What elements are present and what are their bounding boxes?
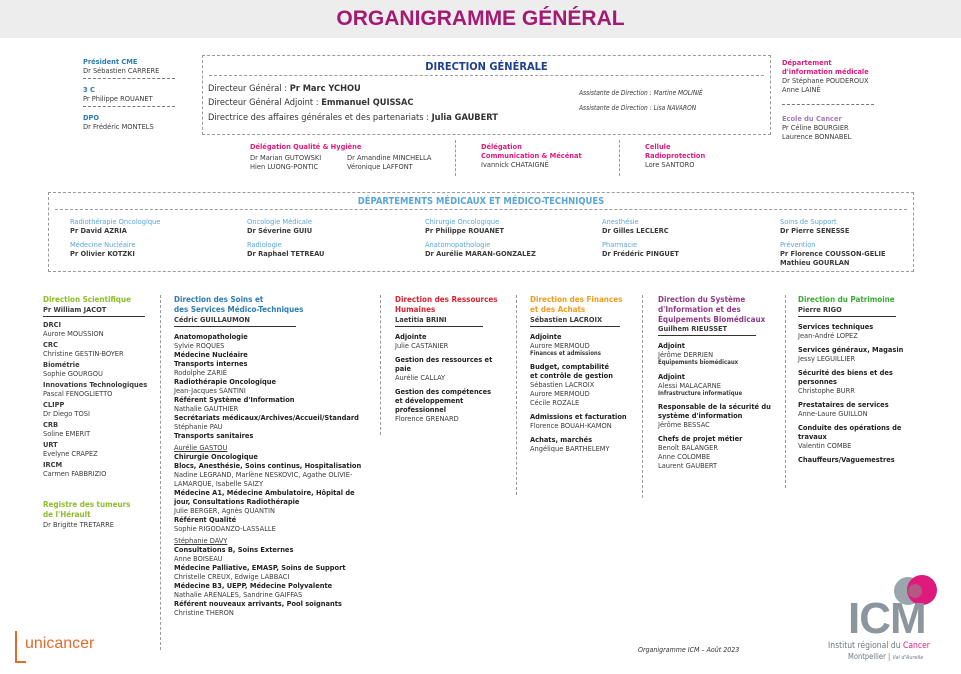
delegation-name: Véronique LAFFONT (347, 162, 413, 172)
sci-list (43, 320, 151, 479)
role-title: 3 C (83, 85, 95, 95)
icm-text: ICM (848, 594, 926, 643)
column-head: Cédric GUILLAUMON (174, 315, 296, 327)
rh-list (395, 332, 525, 423)
service-title: Admissions et facturation (530, 412, 627, 422)
service-title: Adjoint (658, 341, 685, 351)
delegation-name: Hien LUONG-PONTIC (250, 162, 319, 172)
dg-label: Directeur Général Adjoint : (208, 97, 322, 109)
dim-block (782, 58, 874, 105)
service-title: et développement (395, 395, 464, 405)
service-name: Nadine LEGRAND, Marlène NESKOVIC, Agathe OLIVIE- (174, 470, 353, 479)
delegation-title: Délégation (481, 142, 522, 151)
direction-generale-box (202, 55, 771, 135)
dept-head: Pr Florence COUSSON-GELIE (780, 249, 886, 259)
direction-si (658, 295, 783, 470)
service-note: Finances et admissions (530, 349, 601, 357)
dept-item (602, 240, 679, 258)
icm-tagline (828, 641, 930, 651)
service-title: Consultations B, Soins Externes (174, 545, 294, 555)
delegation-names (250, 153, 321, 171)
column-head: Guilhem RIEUSSET (658, 324, 756, 336)
service-name: LAMARQUE, Isabelle SAIZY (174, 479, 264, 489)
direction-finances (530, 295, 640, 453)
service-title: Médecine Nucléaire (174, 349, 248, 359)
dept-name: Radiologie (247, 240, 282, 249)
dept-name: Anatomopathologie (425, 240, 491, 249)
role-block (83, 79, 175, 107)
service-name: Aurélie GASTOU (174, 442, 228, 452)
service-name: Alessi MALACARNE (658, 380, 721, 390)
unit-name: Sophie GOURGOU (43, 368, 103, 378)
column-title: et des Achats (530, 304, 586, 314)
role-name: Dr Sébastien CARRERE (83, 66, 160, 76)
dept-name: Oncologie Médicale (247, 217, 312, 226)
dept-head: Dr Aurélie MARAN-GONZALEZ (425, 249, 536, 259)
service-title: Adjointe (530, 331, 562, 341)
service-name: Aurore MERMOUD (530, 389, 590, 398)
unit-title: IRCM (43, 460, 63, 470)
dim-name: Dr Stéphane POUDEROUX (782, 76, 869, 86)
unit-title: CRC (43, 339, 58, 349)
registre-block (43, 500, 151, 529)
unit-name: Pascal FENOGLIETTO (43, 389, 113, 398)
assist-label: Assistante de Direction : (579, 104, 654, 113)
service-title: Budget, comptabilité (530, 361, 609, 371)
unit-name: Christine GESTIN-BOYER (43, 348, 124, 358)
service-name: Valentin COMBE (798, 441, 852, 451)
soins-list (174, 332, 374, 618)
cellule-radioprotection (645, 142, 745, 169)
ecole-name: Pr Céline BOURGIER (782, 123, 849, 133)
dept-head: Dr Pierre SENESSE (780, 226, 850, 236)
divider (516, 295, 517, 495)
service-title: Services généraux, Magasin (798, 344, 904, 354)
service-title: Adjoint (658, 371, 685, 381)
divider (380, 295, 381, 435)
column-head: Pr William JACOT (43, 305, 145, 317)
service-name: Aurélie CALLAY (395, 372, 446, 382)
dept-item (780, 217, 849, 235)
dept-name: Pharmacie (602, 240, 638, 249)
dg-name: Pr Marc YCHOU (289, 83, 361, 94)
dept-name: Médecine Nucléaire (70, 240, 136, 249)
service-note: Équipements biomédicaux (658, 359, 739, 367)
service-name: Christophe BURR (798, 385, 855, 395)
ecole-name: Laurence BONNABEL (782, 132, 852, 142)
dept-item (70, 240, 135, 258)
dept-head: Dr Raphael TETREAU (247, 249, 325, 259)
divider (160, 295, 161, 650)
dept-item (425, 217, 504, 235)
icm-tag: Institut régional du (828, 641, 904, 651)
dim-name: Anne LAINÉ (782, 85, 821, 95)
dept-item (780, 240, 886, 267)
service-name: Anne COLOMBE (658, 452, 711, 462)
delegation-title: Délégation Qualité & Hygiène (250, 142, 362, 151)
service-name: Jessy LEGUILLIER (798, 353, 856, 363)
icm-tag: Val d'Aurelle (892, 655, 924, 661)
unit-name: Evelyne CRAPEZ (43, 449, 98, 459)
unit-name: Soline EMERIT (43, 429, 91, 439)
dg-assistants (579, 86, 703, 117)
departements-title: DÉPARTEMENTS MÉDICAUX ET MÉDICO-TECHNIQUES (357, 196, 605, 207)
service-name: Jean-André LOPEZ (798, 330, 858, 340)
delegation-name: Dr Amandine MINCHELLA (347, 153, 432, 162)
registre-title: Registre des tumeurs (43, 500, 131, 510)
service-name: Anne BOISEAU (174, 554, 223, 564)
role-block (83, 107, 175, 131)
service-name: Sébastien LACROIX (530, 379, 595, 389)
icm-city: Montpellier | Val d'Aurelle (848, 652, 924, 661)
service-title: Chauffeurs/Vaguemestres (798, 455, 895, 465)
service-title: Responsable de la sécurité du (658, 402, 771, 412)
dim-title: Département (782, 58, 832, 67)
delegation-title: Radioprotection (645, 151, 706, 161)
dept-item (425, 240, 536, 258)
departements-box (48, 192, 914, 272)
column-title: Direction des Finances (530, 295, 623, 304)
delegation-qualite (250, 142, 450, 172)
service-title: Chirurgie Oncologique (174, 451, 258, 461)
service-title: Gestion des compétences (395, 386, 492, 396)
unit-title: DRCI (43, 319, 61, 329)
service-name: Florence BOUAH-KAMON (530, 421, 612, 431)
service-title: jour, Consultations Radiothérapie (174, 497, 300, 507)
unit-name: Dr Diego TOSI (43, 409, 90, 419)
right-roles (782, 58, 882, 141)
service-title: Médecine Palliative, EMASP, Soins de Support (174, 563, 346, 573)
ecole-block (782, 105, 882, 141)
service-title: travaux (798, 432, 827, 442)
delegation-title: Communication & Mécénat (481, 151, 582, 161)
departements-rule (55, 209, 907, 210)
service-title: paie (395, 363, 412, 373)
icm-tag: Montpellier (848, 652, 886, 661)
divider (455, 140, 456, 176)
service-name: Laurent GAUBERT (658, 461, 718, 471)
dsi-list (658, 341, 783, 470)
service-name: Benoît BALANGER (658, 443, 718, 453)
service-title: Médecine A1, Médecine Ambulatoire, Hôpital de (174, 488, 355, 498)
page-title: ORGANIGRAMME GÉNÉRAL (336, 7, 625, 30)
left-roles (83, 57, 175, 131)
column-head: Pierre RIGO (798, 305, 896, 317)
service-name: Christine THERON (174, 608, 234, 618)
service-title: Services techniques (798, 321, 874, 331)
assist-name: Lisa NAVARON (653, 104, 697, 113)
service-title: Achats, marchés (530, 435, 593, 445)
delegation-name: Dr Marian GUTOWSKI (250, 153, 322, 162)
dept-name: Chirurgie Oncologique (425, 217, 500, 226)
dept-name: Radiothérapie Oncologique (70, 217, 161, 226)
column-title: Humaines (395, 304, 436, 314)
dept-head: Pr Philippe ROUANET (425, 226, 504, 236)
registre-title: de l'Hérault (43, 510, 91, 520)
fin-list (530, 332, 640, 454)
service-name: Angélique BARTHELEMY (530, 444, 610, 454)
service-title: Référent Système d'Information (174, 394, 295, 404)
service-name: Nathalie GAUTHIER (174, 403, 239, 413)
service-name: Anne-Laure GUILLON (798, 409, 868, 419)
service-title: Gestion des ressources et (395, 354, 493, 364)
unit-name: Carmen FABBRIZIO (43, 469, 107, 479)
role-title: Président CME (83, 57, 138, 66)
divider (785, 295, 786, 488)
column-head: Laetitia BRINI (395, 315, 483, 327)
service-title: Transports sanitaires (174, 430, 254, 440)
dept-head: Dr Gilles LECLERC (602, 226, 669, 236)
icm-tag: Cancer (903, 641, 930, 651)
column-title: des Services Médico-Techniques (174, 304, 304, 314)
service-name: Jérôme BESSAC (658, 420, 710, 430)
service-title: Référent nouveaux arrivants, Pool soignants (174, 599, 342, 609)
delegation-names (347, 153, 431, 171)
registre-name: Dr Brigitte TRETARRE (43, 519, 114, 529)
dept-name: Soins de Support (780, 217, 837, 226)
unicancer-text: unicancer (25, 635, 95, 652)
service-title: Prestataires de services (798, 400, 889, 409)
column-title: Direction Scientifique (43, 295, 131, 304)
delegation-name: Lore SANTORO (645, 160, 695, 170)
dept-name: Anesthésie (602, 217, 639, 226)
unit-title: Biométrie (43, 359, 80, 369)
unit-title: URT (43, 440, 58, 450)
service-name: Christelle CREUX, Edwige LABBACI (174, 572, 290, 582)
service-title: Sécurité des biens et des (798, 367, 893, 377)
assist-label: Assistante de Direction : (579, 89, 654, 97)
unit-title: CRB (43, 420, 59, 430)
service-note: Infrastructure informatique (658, 389, 743, 397)
service-name: Stéphanie DAVY (174, 536, 228, 546)
dept-item (602, 217, 669, 235)
service-title: Conduite des opérations de (798, 423, 902, 433)
service-title: personnes (798, 376, 838, 386)
dept-item (247, 217, 312, 235)
column-title: d'Information et des (658, 304, 741, 314)
column-title: Direction du Système (658, 295, 746, 304)
service-name: Stéphanie PAU (174, 421, 223, 431)
direction-rh (395, 295, 525, 423)
column-title: Direction des Soins et (174, 295, 264, 304)
service-name: Julie BERGER, Agnès QUANTIN (174, 506, 275, 516)
service-title: Adjointe (395, 331, 427, 341)
icm-logo (828, 570, 958, 670)
column-title: Direction des Ressources (395, 295, 498, 304)
service-name: Aurore MERMOUD (530, 340, 590, 350)
dept-item (70, 217, 160, 235)
delegation-communication (481, 142, 611, 169)
service-title: système d'information (658, 411, 743, 421)
divider (619, 140, 620, 176)
dept-head: Pr Olivier KOTZKI (70, 249, 135, 259)
footer-date: Organigramme ICM – Août 2023 (638, 646, 740, 654)
service-title: Secrétariats médicaux/Archives/Accueil/Standard (174, 412, 359, 422)
pat-list (798, 322, 918, 464)
column-title: Équipements Biomédicaux (658, 314, 766, 324)
role-name: Dr Frédéric MONTELS (83, 122, 154, 132)
dim-title: d'information médicale (782, 67, 869, 77)
unit-title: CLIPP (43, 400, 65, 410)
service-title: Référent Qualité (174, 515, 237, 525)
service-title: Médecine B3, UEPP, Médecine Polyvalente (174, 581, 333, 591)
service-title: et contrôle de gestion (530, 370, 613, 380)
dg-name: Emmanuel QUISSAC (321, 97, 414, 109)
ecole-title: Ecole du Cancer (782, 114, 842, 124)
service-title: Chefs de projet métier (658, 434, 743, 444)
role-block (83, 57, 175, 79)
direction-patrimoine (798, 295, 918, 464)
dept-item (247, 240, 324, 258)
dept-head: Dr Frédéric PINGUET (602, 249, 679, 259)
service-name: Sylvie ROQUES (174, 340, 225, 350)
dg-lines (208, 82, 588, 125)
service-name: Sophie RIGODANZO-LASSALLE (174, 524, 276, 534)
direction-soins (174, 295, 374, 618)
delegation-title: Cellule (645, 142, 671, 151)
dept-head: Dr Séverine GUIU (247, 226, 313, 236)
direction-scientifique (43, 295, 151, 529)
service-title: professionnel (395, 404, 447, 414)
service-title: Radiothérapie Oncologique (174, 376, 277, 386)
service-name: Florence GRENARD (395, 413, 459, 423)
dept-name: Prévention (780, 240, 816, 249)
service-name: Cécile ROZALE (530, 398, 580, 408)
service-title: Transports internes (174, 358, 248, 368)
dept-head: Mathieu GOURLAN (780, 258, 850, 268)
dg-title: DIRECTION GÉNÉRALE (425, 60, 548, 73)
unit-name: Aurore MOUSSION (43, 328, 104, 338)
role-title: DPO (83, 113, 100, 123)
service-title: Anatomopathologie (174, 331, 248, 341)
service-name: Nathalie ARENALES, Sandrine GAIFFAS (174, 590, 303, 600)
role-name: Pr Philippe ROUANET (83, 94, 153, 104)
service-name: Rodolphe ZARIÉ (174, 367, 228, 377)
service-name: Jérôme DERRIEN (658, 350, 714, 360)
assist-name: Martine MOLINIÉ (653, 89, 703, 97)
dg-label: Directeur Général : (208, 83, 290, 94)
unit-title: Innovations Technologiques (43, 379, 148, 389)
service-title: Blocs, Anesthésie, Soins continus, Hospitalisation (174, 460, 362, 470)
column-head: Sébastien LACROIX (530, 315, 620, 327)
dg-label: Directrice des affaires générales et des partenariats : (208, 111, 432, 123)
service-name: Jean-Jacques SANTINI (174, 385, 246, 395)
dg-name: Julia GAUBERT (431, 111, 498, 123)
unicancer-logo (14, 629, 96, 664)
delegation-name: Ivannick CHATAIGNÉ (481, 160, 549, 170)
column-title: Direction du Patrimoine (798, 295, 895, 304)
divider (642, 295, 643, 498)
dept-head: Pr David AZRIA (70, 226, 127, 236)
service-name: Julie CASTANIER (395, 340, 449, 350)
